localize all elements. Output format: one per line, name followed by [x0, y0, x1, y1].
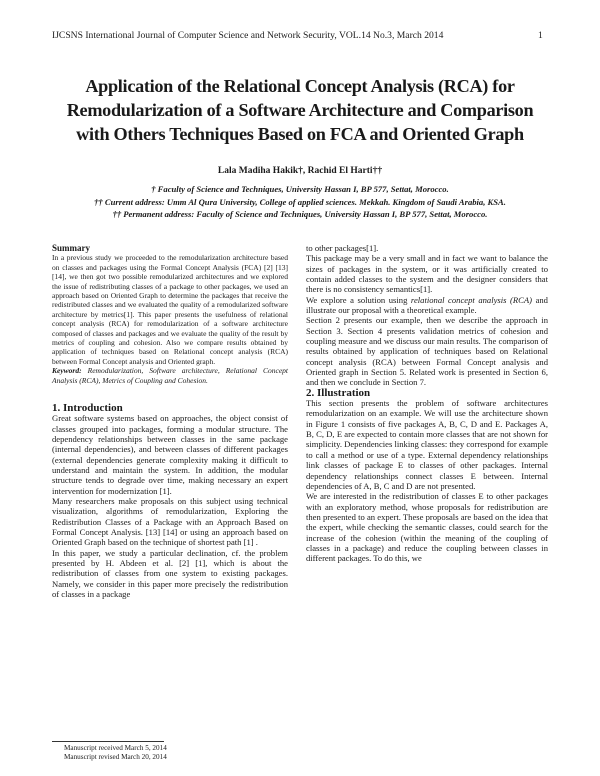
- keyword-label: Keyword:: [52, 366, 82, 376]
- footnote-revised: Manuscript revised March 20, 2014: [64, 753, 167, 762]
- paragraph: In this paper, we study a particular declination, cf. the problem presented by H. Abdeen et al. [2] [1], which is about the redistribution of classes from one system to existing packages. Namely, we consider in this paper more precisely the redistribution of classes in a package: [52, 547, 288, 600]
- paper-title: [30, 74, 570, 146]
- affiliations: [0, 183, 600, 221]
- summary-heading: Summary: [52, 243, 90, 253]
- page-number: 1: [538, 30, 543, 41]
- title-line: Remodularization of a Software Architecture and Comparison: [66, 100, 534, 120]
- text-run: and illustrate our proposal with a theoretical example.: [306, 294, 548, 316]
- footnotes: [64, 744, 167, 763]
- italic-term: relational concept analysis (RCA): [410, 294, 533, 305]
- affiliation-line: † Faculty of Science and Techniques, University Hassan I, BP 577, Settat, Morocco.: [151, 184, 449, 194]
- title-line: with Others Techniques Based on FCA and Oriented Graph: [76, 124, 524, 144]
- paragraph: This section presents the problem of software architectures remodularization on an example. We will use the architecture shown in Figure 1 consists of five packages A, B, C, D and E. Packages A, B, C, D, E are expected to contain more classes that are not shown for simplicity. Dependencies linking classes: they correspond for example to call a method or use of a type. External dependency relationships link classes of package E to classes of other packages. Internal dependency relationships connect classes E between. Internal dependencies of A, B, C and D are not presented.: [306, 398, 548, 491]
- affiliation-line: †† Current address: Umm Al Qura University, College of applied sciences. Mekkah. Kingdom of Saudi Arabia, KSA.: [94, 196, 506, 207]
- footnote-divider: [52, 741, 164, 742]
- paragraph: Many researchers make proposals on this subject using technical visualization, algorithms of remodularization, Exploring the Redistribution Classes of a Package with an Approach Based on Formal Concept Analysis. [13] [14] or using an approach based on Oriented Graph based on the technique of shortest path [1] .: [52, 496, 288, 548]
- affiliation-line: †† Permanent address: Faculty of Science and Techniques, University Hassan I, BP 577, Settat, Morocco.: [112, 209, 488, 220]
- paragraph: We are interested in the redistribution of classes E to other packages with an exploratory method, whose proposals for redistribution are then presented to an expert. These proposals are based on the idea that the expert, while checking the semantic classes, could search for the increase of the cohesion (within the meaning of the coupling of classes in a package) and reduce the coupling between classes in different packages. To do this, we: [306, 491, 548, 564]
- paragraph: Section 2 presents our example, then we describe the approach in Section 3. Section 4 presents validation metrics of cohesion and coupling measure and we discuss our main results. The comparison of results obtained by application of techniques based on Relational concept analysis (RCA) between Formal Concept analysis and Oriented graph in Section 5. Related work is presented in Section 6, and then we conclude in Section 7.: [306, 315, 548, 388]
- authors: Lala Madiha Hakik†, Rachid El Harti††: [217, 166, 383, 176]
- title-line: Application of the Relational Concept Analysis (RCA) for: [85, 76, 515, 96]
- section-heading-introduction: 1. Introduction: [52, 401, 123, 414]
- summary-text: In a previous study we proceeded to the remodularization architecture based on classes and packages using the Formal Concept Analysis (FCA) [2] [13] [14], we then got two possible remodularized architectures and we explored the issue of redistributing classes of a package to other packages, we used an approach based on Oriented Graph to determine the packages that receive the redistributed classes and we evaluated the quality of a remodularized software architecture by metrics[1]. This paper presents the usefulness of relational concept analysis (RCA) for remodularization of a software architecture composed of classes and packages and we evaluate the quality of the result by metrics of coupling and cohesion. Also we compare results obtained by application of techniques based on Relational concept analysis (RCA) between Formal Concept analysis and Oriented graph.: [52, 253, 288, 366]
- left-column: [52, 243, 288, 599]
- keywords: [52, 366, 288, 385]
- paragraph: Great software systems based on approaches, the object consist of classes grouped into packages, forming a modular structure. The dependency relationships between classes in the same package (internal dependencies), and between classes of different packages (external dependencies generate complexity making it difficult to understand and maintain the system. In addition, the modular structure tends to degrade over time, making necessary an expert intervention for modernization [1].: [52, 413, 288, 496]
- section-heading-illustration: 2. Illustration: [306, 386, 371, 399]
- running-header: IJCSNS International Journal of Computer Science and Network Security, VOL.14 No.3, March 2014: [52, 30, 444, 41]
- keyword-list: Remodularization, Software architecture, Relational Concept Analysis (RCA), Metrics of Coupling and Cohesion.: [52, 366, 289, 385]
- text-run: We explore a solution using: [306, 294, 411, 305]
- paragraph: to other packages[1].: [306, 243, 379, 253]
- footnote-received: Manuscript received March 5, 2014: [64, 744, 167, 752]
- paragraph: This package may be a very small and in fact we want to balance the sizes of packages in the system, or it was artificially created to contain added classes to the system and the designer considers that there is no consistency semantics[1].: [306, 253, 548, 295]
- right-column: [306, 243, 548, 564]
- paragraph: [306, 295, 548, 316]
